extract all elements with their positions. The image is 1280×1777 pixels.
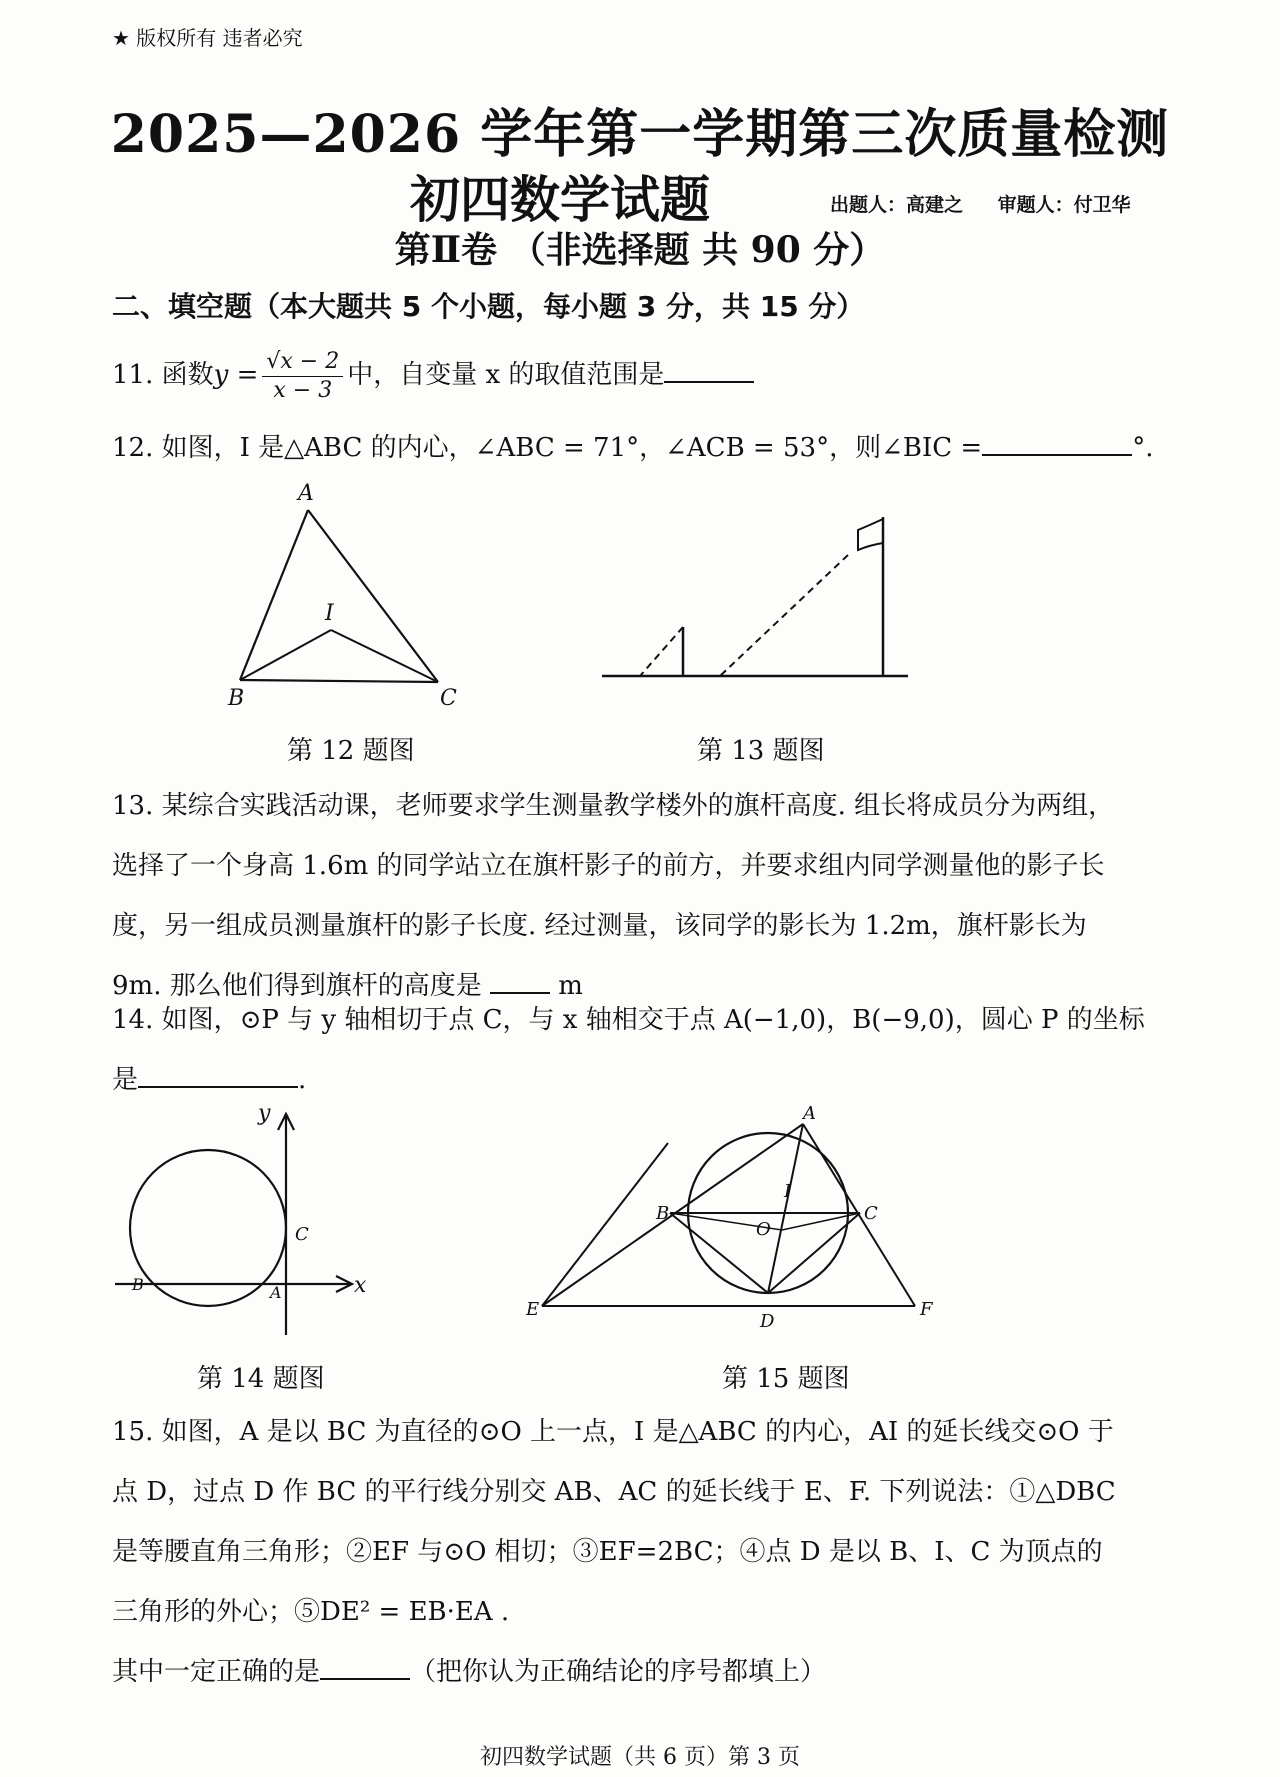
flagpole-shadow-ray — [720, 555, 848, 676]
label-x: x — [354, 1273, 367, 1298]
label-c: C — [295, 1224, 309, 1245]
answer-blank-15[interactable] — [320, 1652, 410, 1680]
label-e: E — [526, 1299, 540, 1320]
label-b: B — [132, 1275, 144, 1294]
question-15: 15. 如图，A 是以 BC 为直径的⊙O 上一点，I 是△ABC 的内心，AI 的延长线交⊙O 于 点 D，过点 D 作 BC 的平行线分别交 AB、AC 的延长线于 E、F. 下列说法：①△DBC 是等腰直角三角形；②EF 与⊙O 相切；③EF=2BC；④点 D 是以 B、I、C 为顶点的 三角形的外心；⑤DE² = EB·EA . 其中一定正确的是 （把你认为正确结论的序号都填上） — [112, 1417, 1116, 1687]
label-d: D — [760, 1311, 775, 1332]
label-b: B — [656, 1203, 670, 1224]
caption-fig-14: 第 14 题图 — [197, 1364, 325, 1394]
label-f: F — [920, 1299, 933, 1320]
figure-13 — [600, 505, 920, 705]
answer-blank-14[interactable] — [138, 1060, 298, 1088]
label-i: I — [784, 1181, 792, 1202]
fraction: $\frac{√x - 2}{x - 3}$ — [262, 348, 343, 405]
figure-14 — [110, 1100, 390, 1350]
label-a: A — [298, 481, 314, 506]
paper-part-title: 第Ⅱ卷 （非选择题 共 90 分） — [394, 229, 886, 271]
question-14: 14. 如图，⊙P 与 y 轴相切于点 C，与 x 轴相交于点 A(−1,0)，B(−9,0)，圆心 P 的坐标 是 . — [112, 1005, 1145, 1095]
line-a-e — [542, 1143, 668, 1306]
circle-p — [130, 1150, 286, 1306]
exam-subtitle: 初四数学试题 — [410, 170, 710, 229]
figure-12 — [200, 470, 480, 720]
figure-15 — [520, 1105, 960, 1335]
flag — [858, 519, 883, 550]
exam-title: 2025—2026 学年第一学期第三次质量检测 — [110, 104, 1170, 165]
question-12: 12. 如图，I 是△ABC 的内心，∠ABC = 71°，∠ACB = 53°，则∠BIC = °. — [112, 418, 1172, 478]
label-c: C — [440, 686, 457, 711]
section-heading: 二、填空题（本大题共 5 个小题，每小题 3 分，共 15 分） — [112, 290, 865, 323]
label-a: A — [803, 1103, 816, 1124]
label-b: B — [228, 686, 245, 711]
answer-blank-11[interactable] — [664, 355, 754, 383]
caption-fig-13: 第 13 题图 — [697, 736, 825, 766]
segment-bc — [240, 680, 438, 682]
answer-blank-12[interactable] — [982, 428, 1132, 456]
label-c: C — [864, 1203, 878, 1224]
reviewer: 审题人：付卫华 — [997, 194, 1131, 216]
segment-ic — [331, 630, 438, 682]
label-a: A — [270, 1283, 282, 1302]
question-13: 13. 某综合实践活动课，老师要求学生测量教学楼外的旗杆高度. 组长将成员分为两组， 选择了一个身高 1.6m 的同学站立在旗杆影子的前方，并要求组内同学测量他的影子长 度，另一组成员测量旗杆的影子长度. 经过测量，该同学的影长为 1.2m，旗杆影长为 9m. 那么他们得到旗杆的高度是 m — [112, 791, 1115, 1001]
author-info — [830, 190, 1159, 217]
label-o: O — [756, 1219, 771, 1240]
segment-ac — [308, 510, 438, 682]
segment-bi — [240, 630, 331, 680]
setter: 出题人：高建之 — [830, 194, 964, 216]
page-footer: 初四数学试题（共 6 页）第 3 页 — [480, 1745, 800, 1770]
student-shadow-ray — [640, 627, 683, 676]
label-i: I — [325, 601, 334, 626]
segment-ab — [240, 510, 308, 680]
caption-fig-15: 第 15 题图 — [722, 1364, 850, 1394]
caption-fig-12: 第 12 题图 — [287, 736, 415, 766]
label-y: y — [258, 1101, 271, 1126]
question-11: 11. 函数y = $\frac{√x - 2}{x - 3}$ 中，自变量 x 的取值范围是 — [112, 345, 1172, 405]
copyright-notice: ★ 版权所有 违者必究 — [112, 26, 303, 50]
